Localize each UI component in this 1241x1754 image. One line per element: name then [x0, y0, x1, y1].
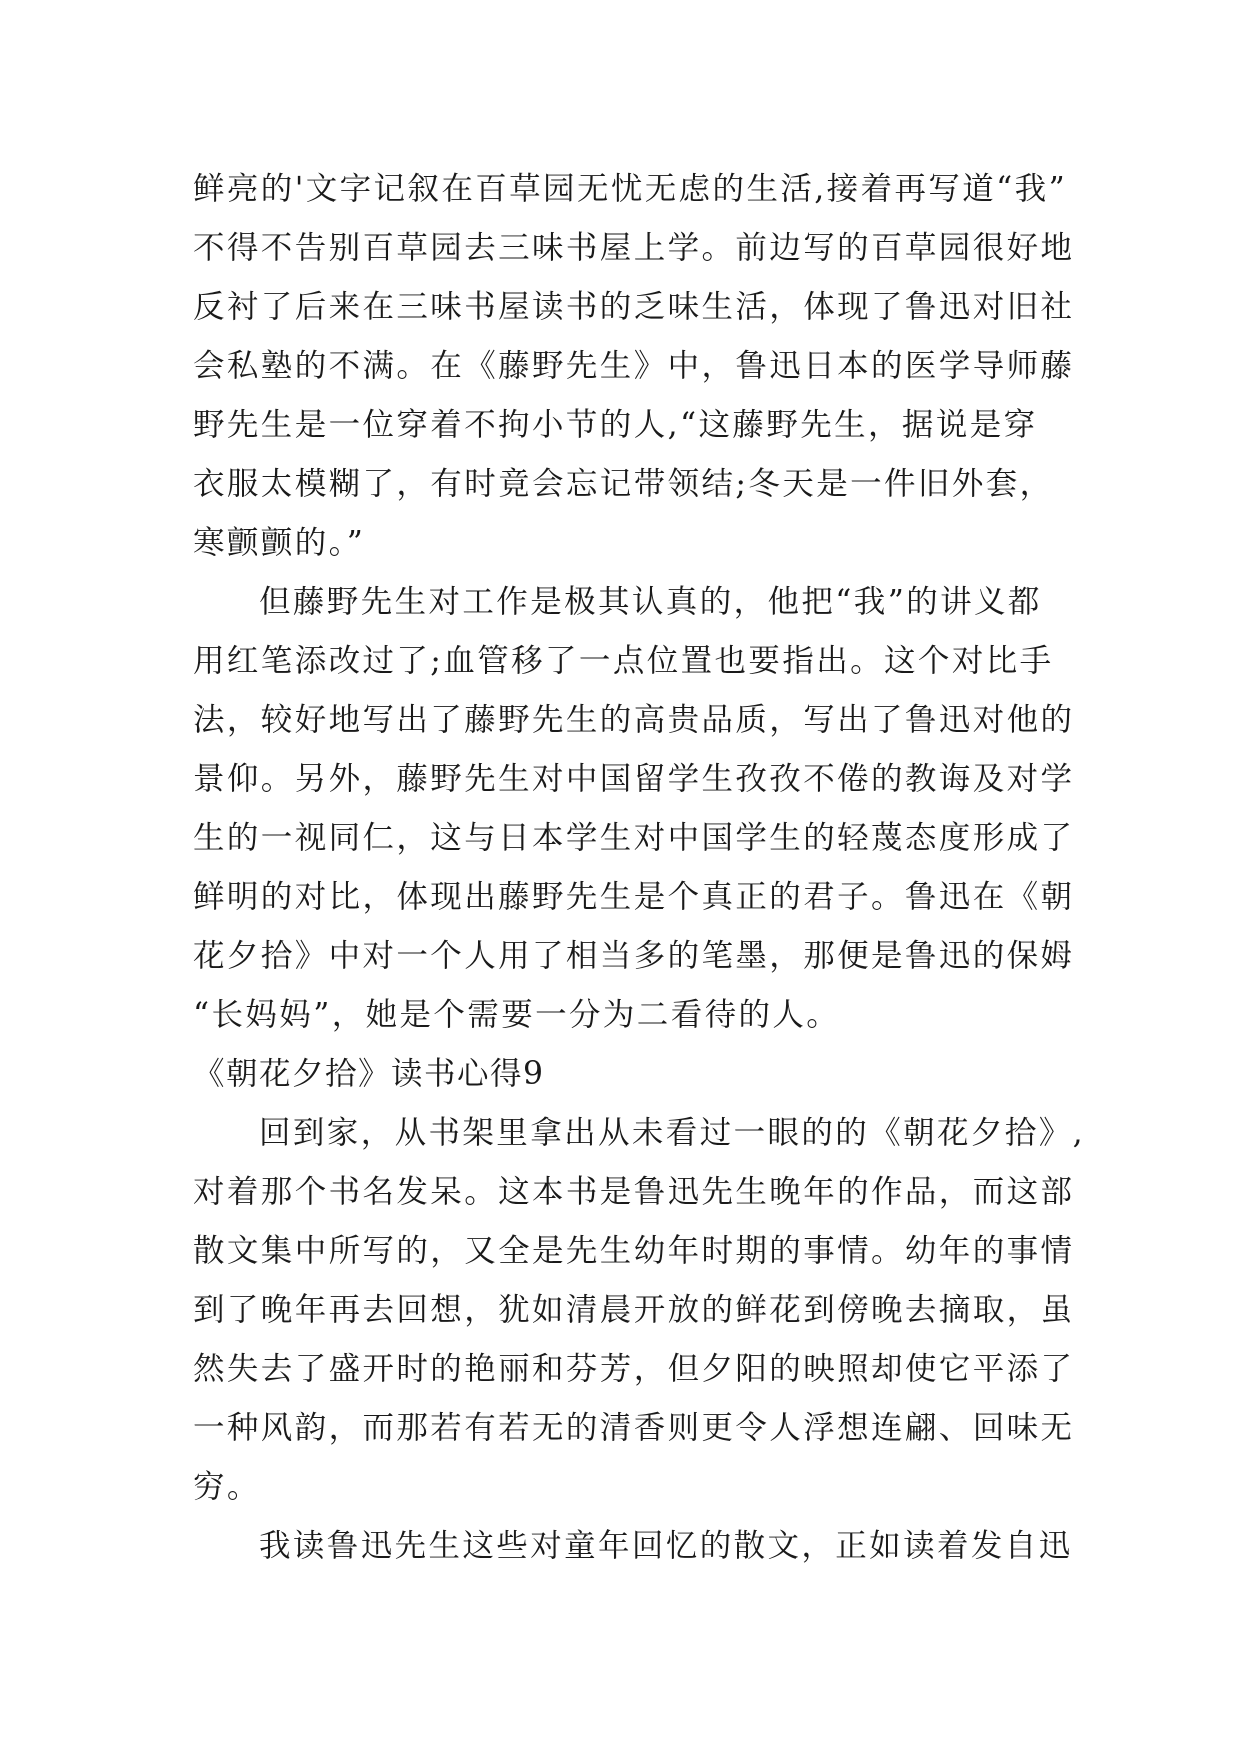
text-line: 法，较好地写出了藤野先生的高贵品质，写出了鲁迅对他的: [193, 702, 1075, 738]
text-line: 散文集中所写的，又全是先生幼年时期的事情。幼年的事情: [193, 1233, 1075, 1269]
paragraph: [193, 160, 1073, 573]
document-body: [193, 160, 1086, 1576]
text-line: 鲜亮的'文字记叙在百草园无忧无虑的生活,接着再写道“我”: [193, 171, 1068, 207]
text-line: 但藤野先生对工作是极其认真的，他把“我”的讲义都: [259, 584, 1042, 620]
section-heading: 《朝花夕拾》读书心得9: [193, 1056, 545, 1092]
text-line: 对着那个书名发呆。这本书是鲁迅先生晚年的作品，而这部: [193, 1174, 1075, 1210]
text-line: 景仰。另外，藤野先生对中国留学生孜孜不倦的教诲及对学: [193, 761, 1075, 797]
text-line: 花夕拾》中对一个人用了相当多的笔墨，那便是鲁迅的保姆: [193, 938, 1075, 974]
text-line: 鲜明的对比，体现出藤野先生是个真正的君子。鲁迅在《朝: [193, 879, 1075, 915]
text-line: 野先生是一位穿着不拘小节的人,“这藤野先生，据说是穿: [193, 407, 1038, 443]
paragraph: [193, 1517, 1073, 1576]
paragraph: [193, 573, 1073, 1045]
text-line: 一种风韵，而那若有若无的清香则更令人浮想连翩、回味无: [193, 1410, 1075, 1446]
text-line: 寒颤颤的。”: [193, 525, 366, 561]
text-line: 衣服太模糊了，有时竟会忘记带领结;冬天是一件旧外套，: [193, 466, 1054, 502]
text-line: 然失去了盛开时的艳丽和芬芳，但夕阳的映照却使它平添了: [193, 1351, 1075, 1387]
text-line: 穷。: [193, 1469, 261, 1505]
text-line: “长妈妈”，她是个需要一分为二看待的人。: [193, 997, 841, 1033]
text-line: 反衬了后来在三味书屋读书的乏味生活，体现了鲁迅对旧社: [193, 289, 1075, 325]
text-line: 生的一视同仁，这与日本学生对中国学生的轻蔑态度形成了: [193, 820, 1075, 856]
text-line: 回到家，从书架里拿出从未看过一眼的的《朝花夕拾》,: [259, 1115, 1086, 1151]
paragraph: [193, 1104, 1086, 1517]
text-line: 会私塾的不满。在《藤野先生》中，鲁迅日本的医学导师藤: [193, 348, 1075, 384]
text-line: 用红笔添改过了;血管移了一点位置也要指出。这个对比手: [193, 643, 1054, 679]
text-line: 不得不告别百草园去三味书屋上学。前边写的百草园很好地: [193, 230, 1075, 266]
text-line: 我读鲁迅先生这些对童年回忆的散文，正如读着发自迅: [259, 1528, 1073, 1564]
text-line: 到了晚年再去回想，犹如清晨开放的鲜花到傍晚去摘取，虽: [193, 1292, 1075, 1328]
